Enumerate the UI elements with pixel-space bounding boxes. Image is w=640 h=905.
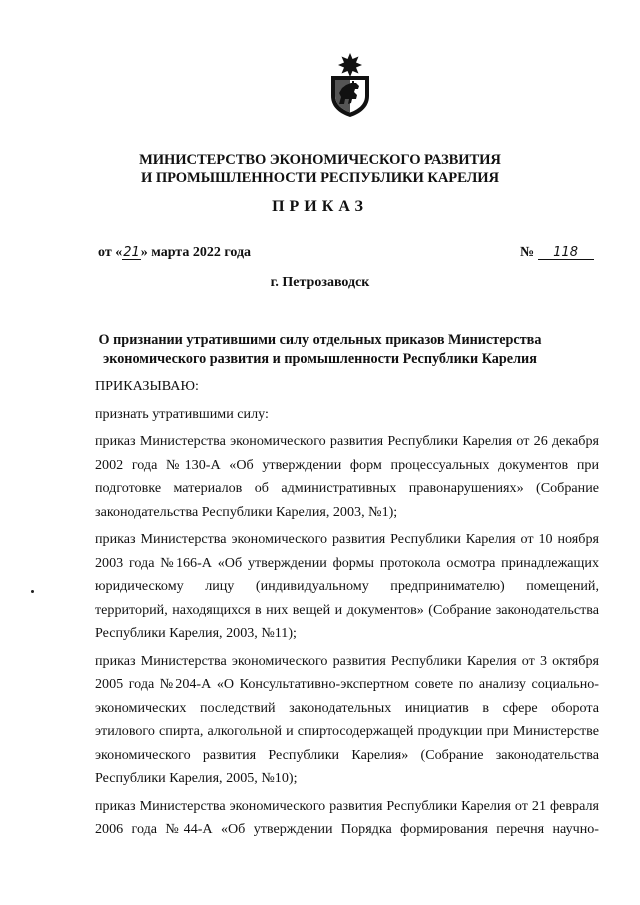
order-number: [520, 245, 594, 261]
karelia-coat-of-arms-icon: [327, 52, 373, 118]
number-prefix: №: [520, 245, 535, 260]
order-item-2: приказ Министерства экономического развития Республики Карелия от 10 ноября 2003 года №166-А «Об утверждении формы протокола осмотра принадлежащих юридическому лицу (индивидуальному предпринимателю) помещений, территорий, находящихся в них вещей и документов» (Собрание законодательства Республики Карелия, 2003, №11);: [95, 531, 599, 641]
ministry-name: [100, 151, 540, 187]
order-item-1: приказ Министерства экономического развития Республики Карелия от 26 декабря 2002 года №130-А «Об утверждении форм процессуальных документов при подготовке материалов об административных правонарушениях» (Собрание законодательства Республики Карелия, 2003, №1);: [95, 433, 599, 520]
order-item-3: приказ Министерства экономического развития Республики Карелия от 3 октября 2005 года №204-А «О Консультативно-экспертном совете по анализу социально-экономических последствий законодательных инициатив в сфере оборота этилового спирта, алкогольной и спиртосодержащей продукции при Министерстве экономического развития Республики Карелия» (Собрание законодательства Республики Карелия, 2005, №10);: [95, 652, 599, 786]
order-intro: признать утратившими силу:: [95, 405, 269, 422]
ministry-name-line1: МИНИСТЕРСТВО ЭКОНОМИЧЕСКОГО РАЗВИТИЯ: [139, 152, 501, 168]
date-day-handwritten: 21: [123, 245, 140, 260]
city: г. Петрозаводск: [270, 275, 370, 290]
number-value-handwritten: 118: [538, 246, 594, 260]
order-item-4: приказ Министерства экономического развития Республики Карелия от 21 февраля 2006 года №44-А «Об утверждении Порядка формирования перечня научно-: [95, 797, 599, 837]
subject-line2: экономического развития и промышленности Республики Карелия: [103, 351, 537, 367]
subject-line1: О признании утратившими силу отдельных приказов Министерства: [98, 332, 542, 348]
order-subject: [90, 331, 550, 369]
order-date: [98, 245, 251, 261]
order-body: [95, 375, 599, 846]
order-word: ПРИКАЗЫВАЮ:: [95, 378, 199, 394]
scan-speck: [31, 590, 34, 593]
document-type-title: ПРИКАЗ: [272, 198, 368, 215]
date-prefix: от «: [98, 245, 123, 260]
date-suffix: » марта 2022 года: [140, 245, 252, 260]
ministry-name-line2: И ПРОМЫШЛЕННОСТИ РЕСПУБЛИКИ КАРЕЛИЯ: [141, 170, 499, 186]
